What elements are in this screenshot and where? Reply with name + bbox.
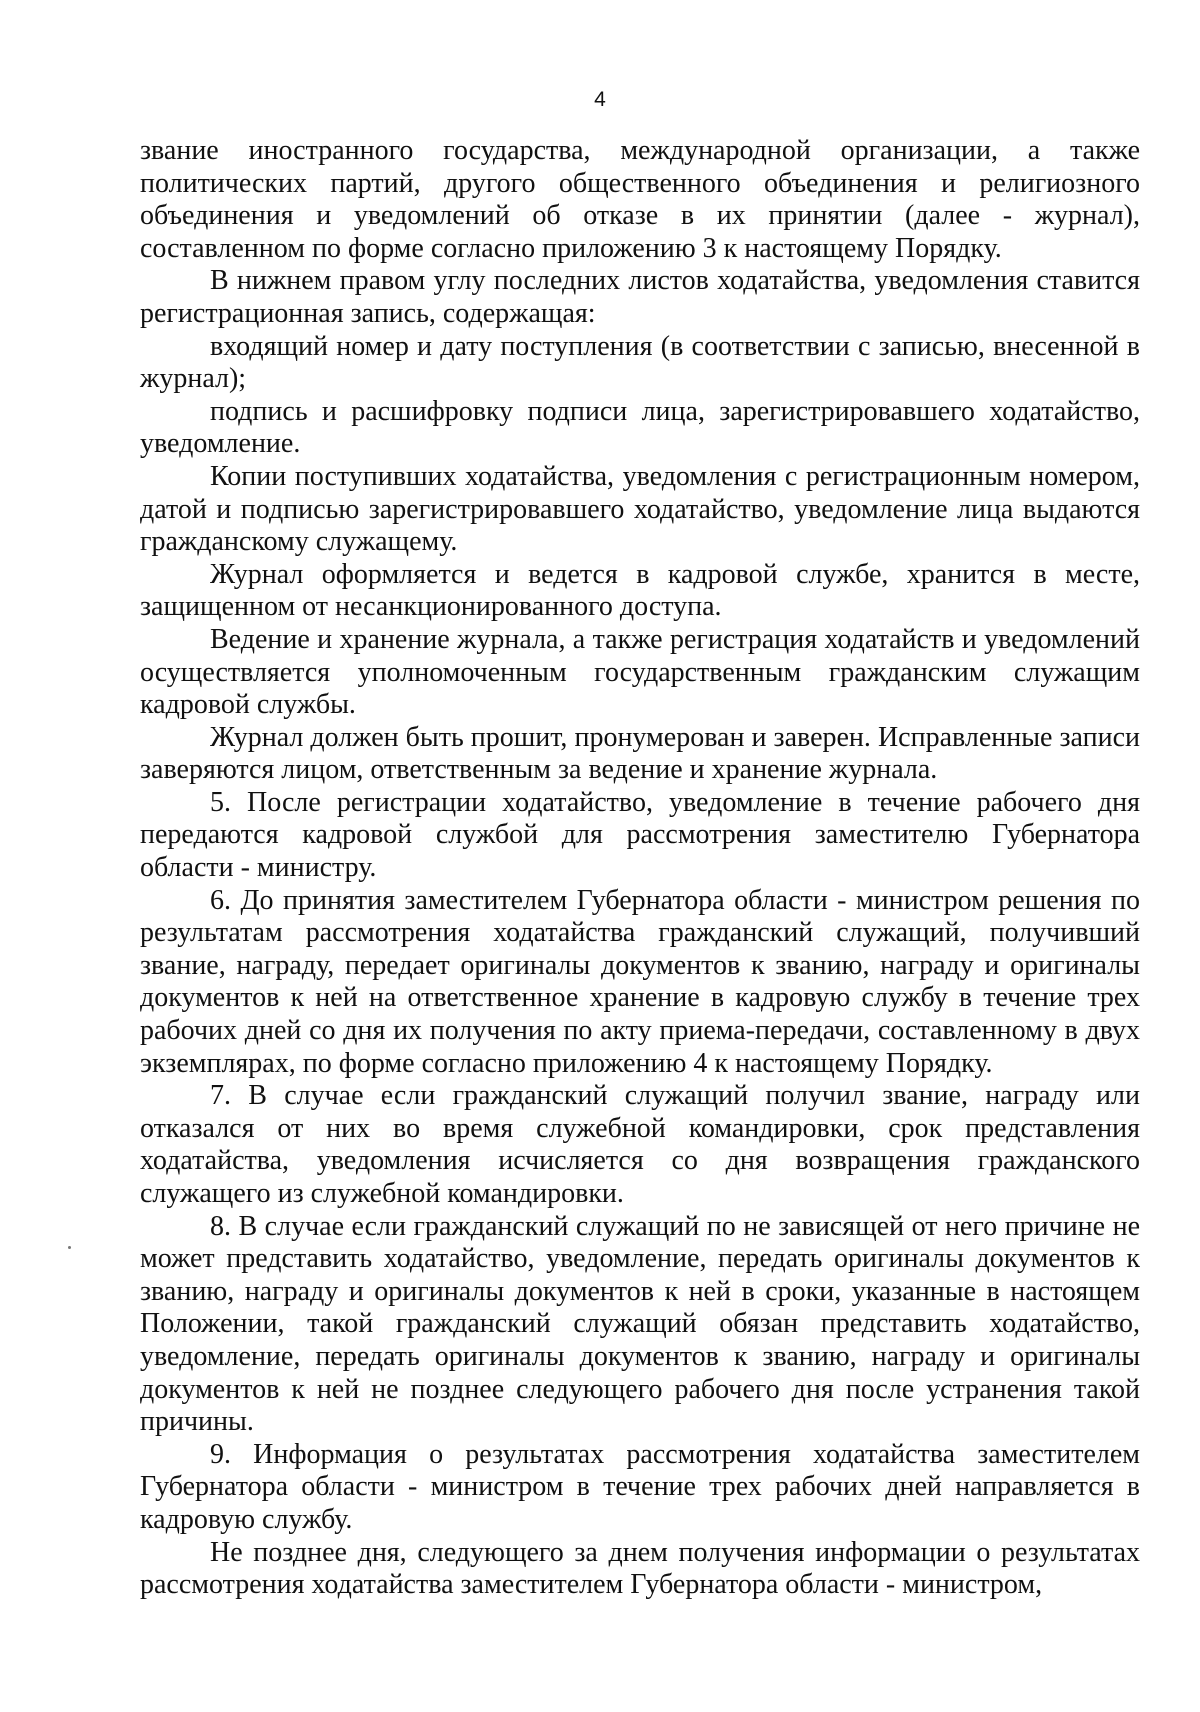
paragraph: Журнал оформляется и ведется в кадровой службе, хранится в месте, защищенном от несанкционированного доступа. (140, 558, 1140, 623)
numbered-paragraph-7: 7. В случае если гражданский служащий получил звание, награду или отказался от них во время служебной командировки, срок представления ходатайства, уведомления исчисляется со дня возвращения гражданского служащего из служебной командировки. (140, 1080, 1140, 1209)
paragraph: Ведение и хранение журнала, а также регистрация ходатайств и уведомлений осуществляется уполномоченным государственным гражданским служащим кадровой службы. (140, 623, 1140, 721)
numbered-paragraph-5: 5. После регистрации ходатайство, уведомление в течение рабочего дня передаются кадровой службой для рассмотрения заместителю Губернатора области - министру. (140, 786, 1140, 884)
paragraph-final-partial: Не позднее дня, следующего за днем получения информации о результатах рассмотрения ходатайства заместителем Губернатора области - министром, (140, 1536, 1140, 1601)
page-number: 4 (594, 88, 606, 111)
scan-speck (68, 1246, 71, 1249)
numbered-paragraph-6: 6. До принятия заместителем Губернатора области - министром решения по результатам рассмотрения ходатайства гражданский служащий, получивший звание, награду, передает оригиналы документов к званию, награду и оригиналы документов к ней на ответственное хранение в кадровую службу в течение трех рабочих дней со дня их получения по акту приема-передачи, составленному в двух экземплярах, по форме согласно приложению 4 к настоящему Порядку. (140, 884, 1140, 1079)
paragraph: В нижнем правом углу последних листов ходатайства, уведомления ставится регистрационная запись, содержащая: (140, 265, 1140, 329)
paragraph: Журнал должен быть прошит, пронумерован и заверен. Исправленные записи заверяются лицом, ответственным за ведение и хранение журнала. (140, 721, 1140, 786)
numbered-paragraph-8: 8. В случае если гражданский служащий по не зависящей от него причине не может представить ходатайство, уведомление, передать оригиналы документов к званию, награду и оригиналы документов к ней в сроки, указанные в настоящем Положении, такой гражданский служащий обязан представить ходатайство, уведомление, передать оригиналы документов к званию, награду и оригиналы документов к ней не позднее следующего рабочего дня после устранения такой причины. (140, 1210, 1140, 1438)
paragraph: подпись и расшифровку подписи лица, зарегистрировавшего ходатайство, уведомление. (140, 395, 1140, 460)
paragraph-continuation: звание иностранного государства, международной организации, а также политических партий, другого общественного объединения и религиозного объединения и уведомлений об отказе в их принятии (далее - журнал), составленном по форме согласно приложению 3 к настоящему Порядку. (140, 135, 1140, 264)
paragraph: входящий номер и дату поступления (в соответствии с записью, внесенной в журнал); (140, 330, 1140, 395)
paragraph: Копии поступивших ходатайства, уведомления с регистрационным номером, датой и подписью зарегистрировавшего ходатайство, уведомление лица выдаются гражданскому служащему. (140, 460, 1140, 558)
document-body (140, 135, 1140, 1602)
numbered-paragraph-9: 9. Информация о результатах рассмотрения ходатайства заместителем Губернатора области - министром в течение трех рабочих дней направляется в кадровую службу. (140, 1438, 1140, 1535)
